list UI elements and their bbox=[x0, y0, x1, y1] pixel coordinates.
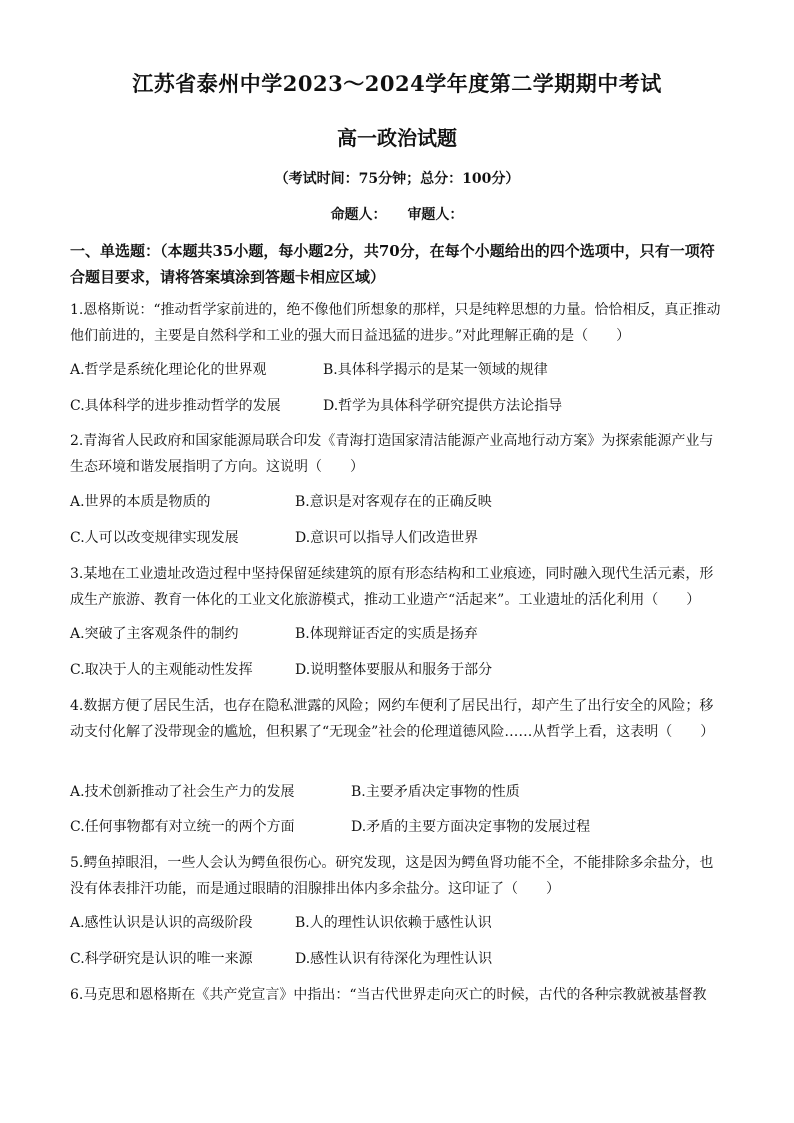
question-3-option-c: C.取决于人的主观能动性发挥 bbox=[70, 662, 253, 678]
question-3-option-b: B.体现辩证否定的实质是扬弃 bbox=[295, 626, 478, 642]
question-3-stem: 3.某地在工业遗址改造过程中坚持保留延续建筑的原有形态结构和工业痕迹，同时融入现代生活元素，形成生产旅游、教育一体化的工业文化旅游模式，推动工业遗产“活起来”。工业遗址的活化利用（ ） bbox=[70, 566, 714, 608]
reviewer-label: 审题人： bbox=[407, 207, 464, 223]
question-4-option-c: C.任何事物都有对立统一的两个方面 bbox=[70, 819, 295, 835]
question-2-option-b: B.意识是对客观存在的正确反映 bbox=[295, 494, 492, 510]
question-1-option-a: A.哲学是系统化理论化的世界观 bbox=[70, 362, 267, 378]
question-2-option-d: D.意识可以指导人们改造世界 bbox=[295, 530, 479, 546]
exam-info: （考试时间：75分钟；总分：100分） bbox=[274, 171, 520, 187]
question-2-option-a: A.世界的本质是物质的 bbox=[70, 494, 211, 510]
question-5-stem: 5.鳄鱼掉眼泪，一些人会认为鳄鱼很伤心。研究发现，这是因为鳄鱼肾功能不全，不能排除多余盐分，也没有体表排汗功能，而是通过眼睛的泪腺排出体内多余盐分。这印证了（ ） bbox=[70, 855, 714, 897]
question-6-stem: 6.马克思和恩格斯在《共产党宣言》中指出：“当古代世界走向灭亡的时候，古代的各种宗教就被基督教 bbox=[70, 987, 707, 1003]
question-4-stem: 4.数据方便了居民生活，也存在隐私泄露的风险；网约车便利了居民出行，却产生了出行安全的风险；移动支付化解了没带现金的尴尬，但积累了“无现金”社会的伦理道德风险……从哲学上看，这表明（ ） bbox=[70, 698, 715, 740]
question-4-option-d: D.矛盾的主要方面决定事物的发展过程 bbox=[351, 819, 591, 835]
exam-subtitle: 高一政治试题 bbox=[337, 126, 457, 150]
question-1-option-b: B.具体科学揭示的是某一领域的规律 bbox=[323, 362, 548, 378]
question-3-option-a: A.突破了主客观条件的制约 bbox=[70, 626, 239, 642]
question-1-option-c: C.具体科学的进步推动哲学的发展 bbox=[70, 398, 281, 414]
setter-label: 命题人： bbox=[330, 207, 387, 223]
question-5-option-c: C.科学研究是认识的唯一来源 bbox=[70, 951, 253, 967]
question-1-option-d: D.哲学为具体科学研究提供方法论指导 bbox=[323, 398, 563, 414]
section-heading: 一、单选题：（本题共35小题，每小题2分，共70分，在每个小题给出的四个选项中，只有一项符合题目要求，请将答案填涂到答题卡相应区域） bbox=[70, 242, 715, 286]
question-3-option-d: D.说明整体要服从和服务于部分 bbox=[295, 662, 493, 678]
question-5-option-b: B.人的理性认识依赖于感性认识 bbox=[295, 915, 492, 931]
question-5-option-a: A.感性认识是认识的高级阶段 bbox=[70, 915, 253, 931]
question-5-option-d: D.感性认识有待深化为理性认识 bbox=[295, 951, 493, 967]
exam-authors bbox=[0, 204, 794, 224]
question-4-option-b: B.主要矛盾决定事物的性质 bbox=[351, 784, 520, 800]
question-1-stem: 1.恩格斯说：“推动哲学家前进的，绝不像他们所想象的那样，只是纯粹思想的力量。恰恰相反，真正推动他们前进的，主要是自然科学和工业的强大而日益迅猛的进步。”对此理解正确的是（ ） bbox=[70, 302, 721, 344]
question-4-option-a: A.技术创新推动了社会生产力的发展 bbox=[70, 784, 295, 800]
question-2-stem: 2.青海省人民政府和国家能源局联合印发《青海打造国家清洁能源产业高地行动方案》为探索能源产业与生态环境和谐发展指明了方向。这说明（ ） bbox=[70, 433, 714, 475]
exam-title: 江苏省泰州中学2023～2024学年度第二学期期中考试 bbox=[132, 71, 662, 96]
question-2-option-c: C.人可以改变规律实现发展 bbox=[70, 530, 239, 546]
